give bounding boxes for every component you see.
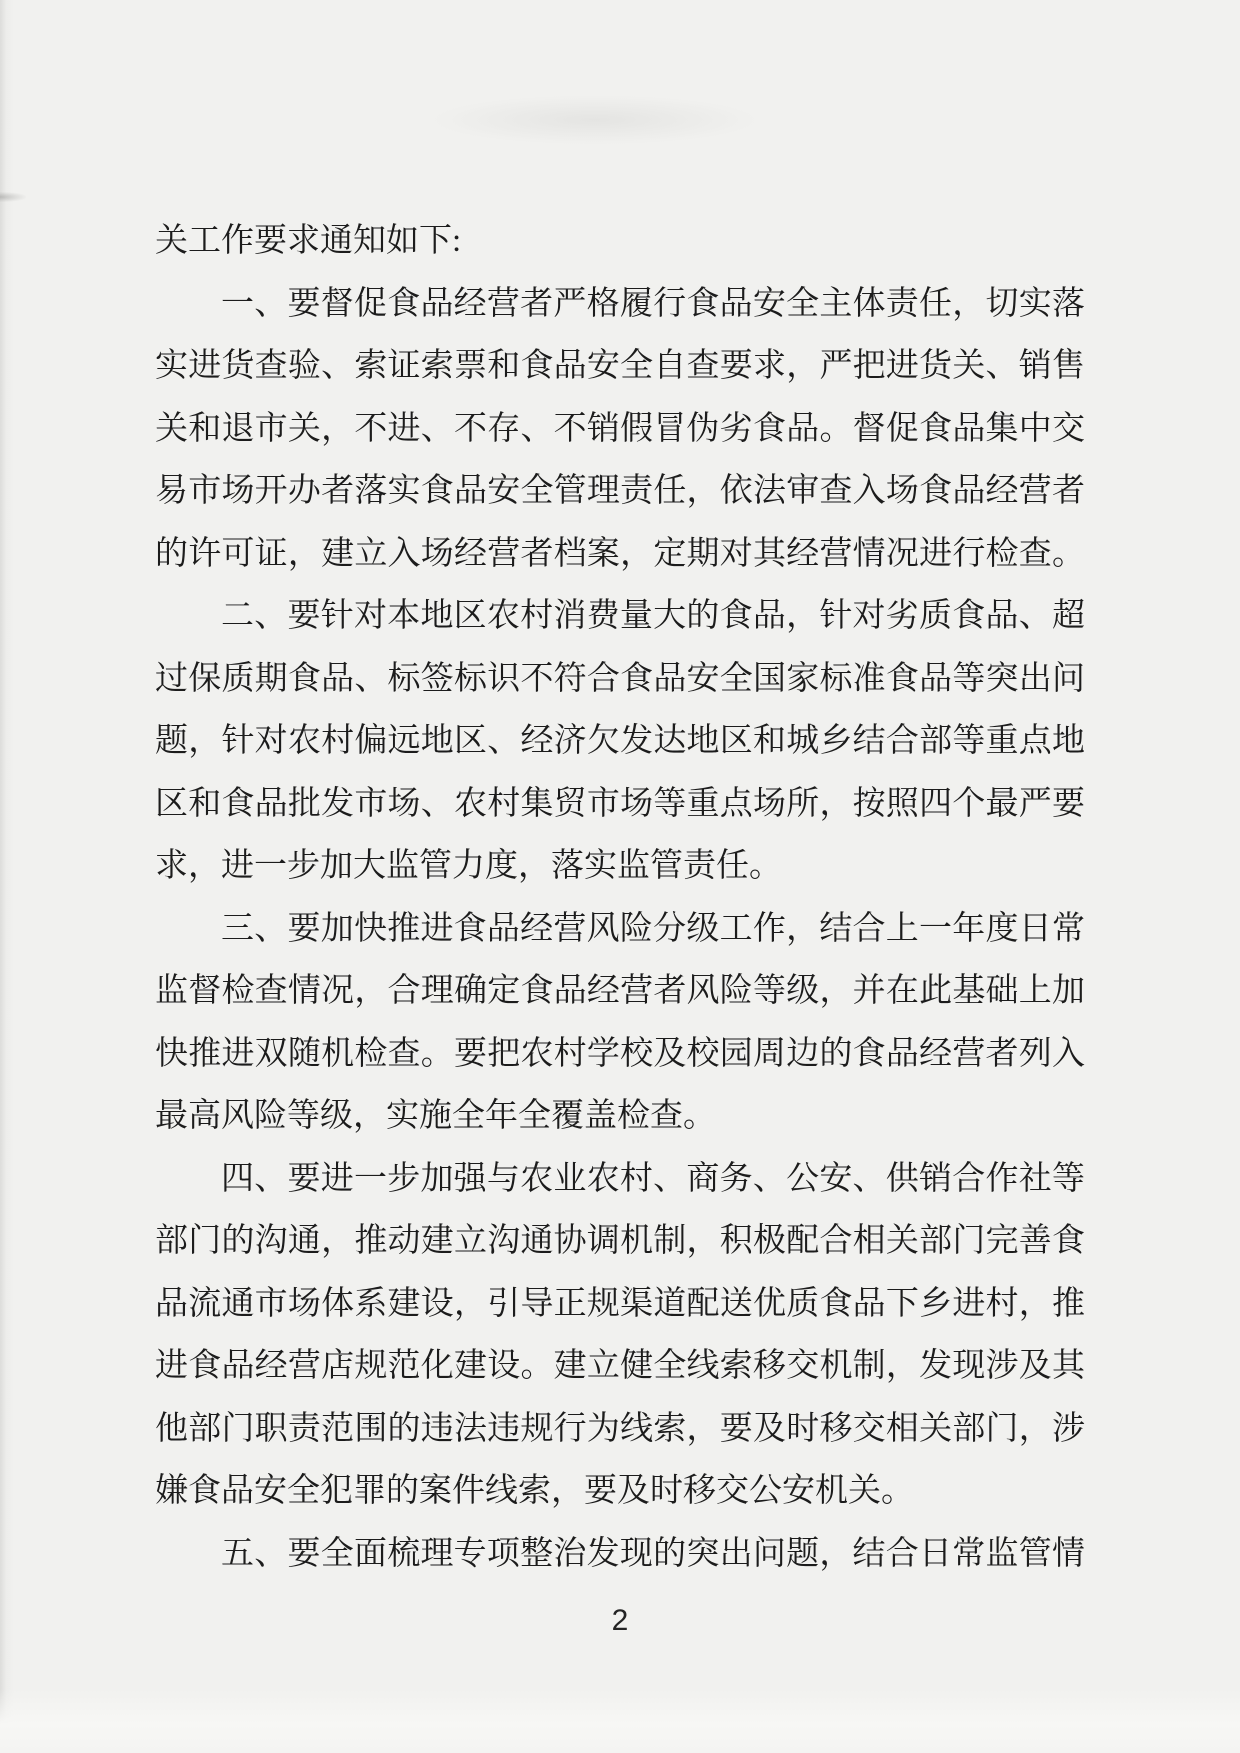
page-number: 2: [611, 1604, 629, 1637]
document-line: 关工作要求通知如下:: [155, 223, 462, 259]
document-line: 过保质期食品、标签标识不符合食品安全国家标准食品等突出问: [155, 660, 1085, 697]
scan-smudge: [430, 95, 760, 145]
document-line: 快推进双随机检查。要把农村学校及校园周边的食品经营者列入: [155, 1035, 1085, 1072]
document-line: 的许可证，建立入场经营者档案，定期对其经营情况进行检查。: [155, 535, 1085, 572]
document-line: 最高风险等级，实施全年全覆盖检查。: [155, 1098, 716, 1134]
document-line: 题，针对农村偏远地区、经济欠发达地区和城乡结合部等重点地: [155, 723, 1085, 759]
scan-edge-shadow: [0, 0, 14, 1753]
document-line: 监督检查情况，合理确定食品经营者风险等级，并在此基础上加: [155, 973, 1085, 1009]
document-line: 三、要加快推进食品经营风险分级工作，结合上一年度日常: [221, 910, 1085, 947]
document-line: 一、要督促食品经营者严格履行食品安全主体责任，切实落: [221, 285, 1085, 322]
document-line: 求，进一步加大监管力度，落实监管责任。: [155, 848, 782, 884]
document-line: 实进货查验、索证索票和食品安全自查要求，严把进货关、销售: [155, 348, 1085, 384]
document-line: 他部门职责范围的违法违规行为线索，要及时移交相关部门，涉: [155, 1410, 1085, 1447]
document-line: 二、要针对本地区农村消费量大的食品，针对劣质食品、超: [221, 598, 1085, 634]
document-line: 易市场开办者落实食品安全管理责任，依法审查入场食品经营者: [155, 473, 1085, 509]
document-line: 五、要全面梳理专项整治发现的突出问题，结合日常监管情: [221, 1535, 1085, 1572]
document-body: [155, 210, 1085, 1585]
document-line: 部门的沟通，推动建立沟通协调机制，积极配合相关部门完善食: [155, 1223, 1085, 1259]
document-line: 进食品经营店规范化建设。建立健全线索移交机制，发现涉及其: [155, 1348, 1085, 1384]
document-line: 嫌食品安全犯罪的案件线索，要及时移交公安机关。: [155, 1473, 914, 1509]
document-line: 四、要进一步加强与农业农村、商务、公安、供销合作社等: [221, 1160, 1085, 1197]
scan-bottom-band: [0, 1689, 1240, 1753]
document-line: 关和退市关，不进、不存、不销假冒伪劣食品。督促食品集中交: [155, 410, 1085, 447]
scan-artifact-mark: [0, 192, 26, 202]
document-line: 品流通市场体系建设，引导正规渠道配送优质食品下乡进村，推: [155, 1285, 1085, 1322]
document-line: 区和食品批发市场、农村集贸市场等重点场所，按照四个最严要: [155, 785, 1085, 822]
